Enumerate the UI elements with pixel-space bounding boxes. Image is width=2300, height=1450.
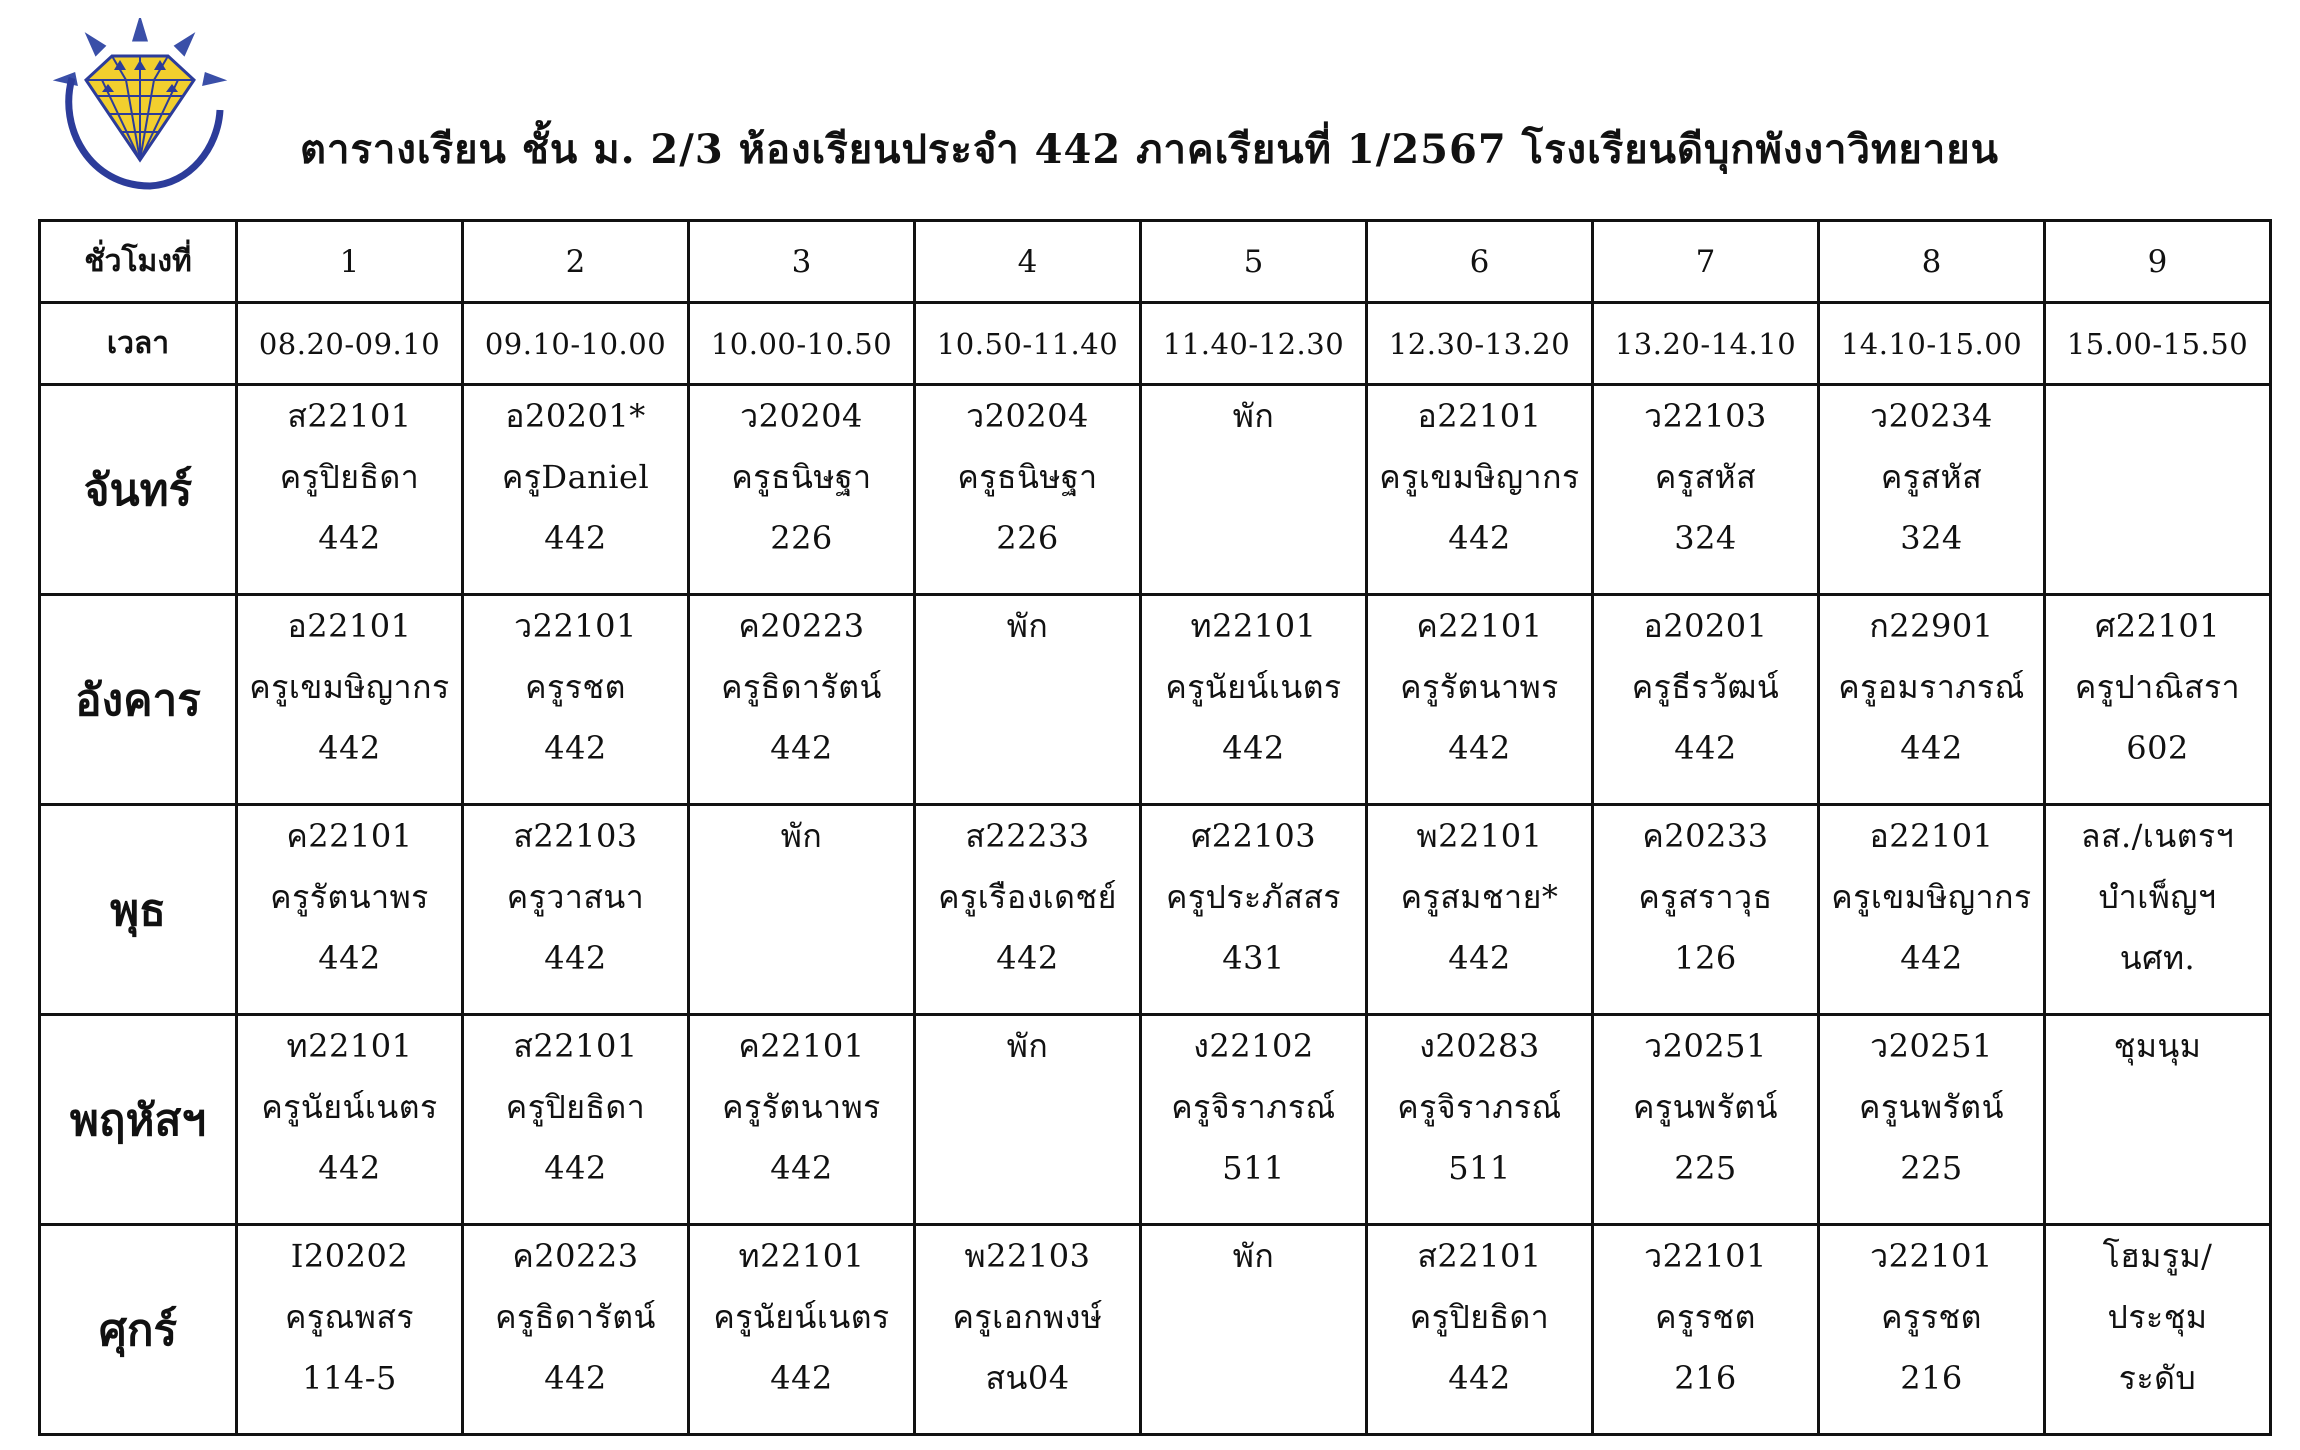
period-row — [40, 221, 2271, 303]
schedule-cell — [1819, 595, 2045, 805]
subject-code: ศ22101 — [2094, 607, 2221, 645]
period-time: 09.10-10.00 — [463, 303, 689, 385]
subject-code: ค22101 — [1416, 607, 1543, 645]
school-logo — [50, 18, 230, 198]
schedule-cell — [1593, 1015, 1819, 1225]
subject-code: ว20204 — [966, 397, 1089, 435]
subject-code: อ22101 — [1869, 817, 1994, 855]
teacher-name: ครูธนิษฐา — [731, 458, 872, 496]
room-number: 442 — [544, 1359, 607, 1397]
room-number: 226 — [770, 519, 833, 557]
subject-code: อ20201* — [505, 397, 646, 435]
room-number: 442 — [318, 939, 381, 977]
subject-code: ค22101 — [286, 817, 413, 855]
subject-code: อ22101 — [287, 607, 412, 645]
subject-code: อ22101 — [1417, 397, 1542, 435]
schedule-cell — [689, 1225, 915, 1435]
subject-code: อ20201 — [1643, 607, 1768, 645]
room-number: 216 — [1900, 1359, 1963, 1397]
schedule-cell — [1141, 1225, 1367, 1435]
day-name: จันทร์ — [40, 385, 237, 595]
subject-code: ว22101 — [514, 607, 637, 645]
teacher-name: ครูณพสร — [284, 1298, 415, 1336]
room-number: 225 — [1674, 1149, 1737, 1187]
teacher-name: ครูธนิษฐา — [957, 458, 1098, 496]
schedule-cell — [1819, 1225, 2045, 1435]
schedule-cell — [463, 1225, 689, 1435]
room-number: 324 — [1674, 519, 1737, 557]
time-label: เวลา — [40, 303, 237, 385]
teacher-name: ครูธีรวัฒน์ — [1631, 668, 1780, 706]
schedule-cell — [463, 805, 689, 1015]
room-number: 442 — [770, 729, 833, 767]
subject-code: ว20204 — [740, 397, 863, 435]
schedule-cell — [1367, 595, 1593, 805]
schedule-cell — [2045, 385, 2271, 595]
period-number: 2 — [463, 221, 689, 303]
teacher-name: ครูนัยน์เนตร — [261, 1088, 438, 1126]
day-name: ศุกร์ — [40, 1225, 237, 1435]
teacher-name: ครูสหัส — [1654, 458, 1757, 496]
room-number: 431 — [1222, 939, 1285, 977]
room-number: 442 — [770, 1149, 833, 1187]
period-time: 12.30-13.20 — [1367, 303, 1593, 385]
teacher-name: ประชุม — [2107, 1298, 2208, 1336]
schedule-cell — [1141, 805, 1367, 1015]
subject-code: ส22103 — [513, 817, 638, 855]
room-number: 442 — [1674, 729, 1737, 767]
teacher-name: ครูสราวุธ — [1638, 878, 1773, 916]
subject-code: ท22101 — [738, 1237, 865, 1275]
schedule-cell — [2045, 1225, 2271, 1435]
schedule-cell — [689, 385, 915, 595]
subject-code: ค20223 — [738, 607, 865, 645]
subject-code: ว22101 — [1644, 1237, 1767, 1275]
subject-code: โฮมรูม/ — [2102, 1237, 2213, 1275]
schedule-cell — [237, 385, 463, 595]
page-title: ตารางเรียน ชั้น ม. 2/3 ห้องเรียนประจำ 442 ภาคเรียนที่ 1/2567 โรงเรียนดีบุกพังงาวิทยายน — [300, 126, 2000, 173]
period-label: ชั่วโมงที่ — [40, 221, 237, 303]
subject-code: พัก — [1232, 397, 1275, 435]
teacher-name: ครูวาสนา — [506, 878, 645, 916]
subject-code: ว22101 — [1870, 1237, 1993, 1275]
subject-code: พัก — [1006, 1027, 1049, 1065]
room-number: 226 — [996, 519, 1059, 557]
schedule-cell — [915, 1225, 1141, 1435]
diamond-crest-icon — [58, 20, 222, 186]
schedule-cell — [1819, 805, 2045, 1015]
teacher-name: ครูรชต — [525, 668, 626, 706]
subject-code: ส22101 — [1417, 1237, 1542, 1275]
subject-code: ง22102 — [1193, 1027, 1314, 1065]
teacher-name: ครูจิราภรณ์ — [1397, 1088, 1562, 1126]
schedule-cell — [915, 805, 1141, 1015]
teacher-name: ครูปิยธิดา — [279, 458, 420, 496]
room-number: 511 — [1222, 1149, 1285, 1187]
room-number: 442 — [318, 519, 381, 557]
period-number: 7 — [1593, 221, 1819, 303]
teacher-name: ครูสมชาย* — [1400, 878, 1559, 916]
schedule-cell — [237, 1225, 463, 1435]
subject-code: พัก — [1006, 607, 1049, 645]
room-number: 442 — [1448, 939, 1511, 977]
teacher-name: ครูนัยน์เนตร — [1165, 668, 1342, 706]
teacher-name: ครูรชต — [1881, 1298, 1982, 1336]
teacher-name: ครูDaniel — [501, 458, 650, 496]
subject-code: ศ22103 — [1190, 817, 1317, 855]
teacher-name: ครูอมราภรณ์ — [1838, 668, 2025, 706]
subject-code: ท22101 — [1190, 607, 1317, 645]
schedule-cell — [2045, 805, 2271, 1015]
period-time: 10.50-11.40 — [915, 303, 1141, 385]
subject-code: พ22101 — [1416, 817, 1543, 855]
room-number: 442 — [544, 1149, 607, 1187]
room-number: 442 — [1900, 939, 1963, 977]
schedule-cell — [463, 1015, 689, 1225]
room-number: 442 — [318, 1149, 381, 1187]
teacher-name: ครูรัตนาพร — [722, 1088, 881, 1126]
room-number: 114-5 — [302, 1359, 397, 1397]
schedule-cell — [1819, 1015, 2045, 1225]
room-number: 442 — [1448, 1359, 1511, 1397]
room-number: 442 — [996, 939, 1059, 977]
teacher-name: ครูเขมษิญากร — [1831, 878, 2032, 916]
subject-code: ชุมนุม — [2113, 1027, 2202, 1065]
schedule-cell — [1141, 385, 1367, 595]
day-name: พฤหัสฯ — [40, 1015, 237, 1225]
teacher-name: ครูนัยน์เนตร — [713, 1298, 890, 1336]
subject-code: พ22103 — [964, 1237, 1091, 1275]
period-time: 08.20-09.10 — [237, 303, 463, 385]
room-number: 442 — [544, 939, 607, 977]
period-time: 14.10-15.00 — [1819, 303, 2045, 385]
schedule-cell — [689, 1015, 915, 1225]
period-number: 4 — [915, 221, 1141, 303]
period-number: 6 — [1367, 221, 1593, 303]
schedule-cell — [237, 805, 463, 1015]
subject-code: ส22233 — [965, 817, 1090, 855]
subject-code: ส22101 — [513, 1027, 638, 1065]
teacher-name: ครูรัตนาพร — [270, 878, 429, 916]
subject-code: พัก — [1232, 1237, 1275, 1275]
teacher-name: ครูเรืองเดชย์ — [938, 878, 1117, 916]
period-time: 10.00-10.50 — [689, 303, 915, 385]
period-number: 8 — [1819, 221, 2045, 303]
period-time: 11.40-12.30 — [1141, 303, 1367, 385]
room-number: 126 — [1674, 939, 1737, 977]
room-number: 324 — [1900, 519, 1963, 557]
schedule-cell — [1141, 1015, 1367, 1225]
day-row — [40, 805, 2271, 1015]
subject-code: ว20234 — [1870, 397, 1993, 435]
subject-code: ว20251 — [1870, 1027, 1993, 1065]
day-row — [40, 595, 2271, 805]
room-number: 442 — [544, 729, 607, 767]
schedule-cell — [1367, 1225, 1593, 1435]
day-row — [40, 1015, 2271, 1225]
day-row — [40, 385, 2271, 595]
room-number: 442 — [770, 1359, 833, 1397]
subject-code: ง20283 — [1419, 1027, 1540, 1065]
room-number: 442 — [1222, 729, 1285, 767]
teacher-name: ครูนพรัตน์ — [1859, 1088, 2004, 1126]
timetable — [38, 219, 2272, 1436]
schedule-cell — [1367, 1015, 1593, 1225]
subject-code: ค20233 — [1642, 817, 1769, 855]
schedule-cell — [237, 1015, 463, 1225]
teacher-name: ครูเขมษิญากร — [249, 668, 450, 706]
schedule-cell — [1367, 385, 1593, 595]
teacher-name: บำเพ็ญฯ — [2098, 878, 2217, 916]
schedule-cell — [463, 385, 689, 595]
period-number: 9 — [2045, 221, 2271, 303]
teacher-name: ครูเอกพงษ์ — [952, 1298, 1103, 1336]
room-number: 442 — [1448, 729, 1511, 767]
day-name: พุธ — [40, 805, 237, 1015]
schedule-cell — [689, 595, 915, 805]
period-time: 13.20-14.10 — [1593, 303, 1819, 385]
teacher-name: ครูรัตนาพร — [1400, 668, 1559, 706]
subject-code: ค20223 — [512, 1237, 639, 1275]
teacher-name: ครูรชต — [1655, 1298, 1756, 1336]
teacher-name: ครูจิราภรณ์ — [1171, 1088, 1336, 1126]
schedule-cell — [915, 385, 1141, 595]
subject-code: ว20251 — [1644, 1027, 1767, 1065]
subject-code: ว22103 — [1644, 397, 1767, 435]
teacher-name: ครูนพรัตน์ — [1633, 1088, 1778, 1126]
room-number: 442 — [1448, 519, 1511, 557]
room-number: 216 — [1674, 1359, 1737, 1397]
subject-code: ลส./เนตรฯ — [2080, 817, 2235, 855]
period-number: 1 — [237, 221, 463, 303]
subject-code: ค22101 — [738, 1027, 865, 1065]
subject-code: ท22101 — [286, 1027, 413, 1065]
room-number: 442 — [1900, 729, 1963, 767]
schedule-cell — [463, 595, 689, 805]
schedule-cell — [2045, 1015, 2271, 1225]
schedule-cell — [1141, 595, 1367, 805]
schedule-cell — [237, 595, 463, 805]
room-number: 442 — [544, 519, 607, 557]
teacher-name: ครูธิดารัตน์ — [721, 668, 882, 706]
subject-code: ส22101 — [287, 397, 412, 435]
subject-code: ก22901 — [1869, 607, 1994, 645]
room-number: 442 — [318, 729, 381, 767]
teacher-name: ครูเขมษิญากร — [1379, 458, 1580, 496]
schedule-cell — [1819, 385, 2045, 595]
room-number: 225 — [1900, 1149, 1963, 1187]
room-number: 511 — [1448, 1149, 1511, 1187]
schedule-cell — [1593, 595, 1819, 805]
subject-code: I20202 — [290, 1237, 409, 1275]
schedule-cell — [1367, 805, 1593, 1015]
room-number: นศท. — [2119, 939, 2196, 977]
schedule-cell — [915, 1015, 1141, 1225]
teacher-name: ครูสหัส — [1880, 458, 1983, 496]
schedule-cell — [1593, 805, 1819, 1015]
day-name: อังคาร — [40, 595, 237, 805]
teacher-name: ครูปิยธิดา — [1409, 1298, 1550, 1336]
room-number: ระดับ — [2118, 1359, 2197, 1397]
schedule-cell — [1593, 385, 1819, 595]
teacher-name: ครูปิยธิดา — [505, 1088, 646, 1126]
teacher-name: ครูปาณิสรา — [2074, 668, 2241, 706]
room-number: สน04 — [985, 1359, 1070, 1397]
schedule-cell — [2045, 595, 2271, 805]
time-row — [40, 303, 2271, 385]
room-number: 602 — [2126, 729, 2189, 767]
period-number: 3 — [689, 221, 915, 303]
subject-code: พัก — [780, 817, 823, 855]
timetable-body — [40, 221, 2271, 1435]
teacher-name: ครูธิดารัตน์ — [495, 1298, 656, 1336]
schedule-cell — [915, 595, 1141, 805]
teacher-name: ครูประภัสสร — [1165, 878, 1342, 916]
day-row — [40, 1225, 2271, 1435]
schedule-cell — [689, 805, 915, 1015]
schedule-cell — [1593, 1225, 1819, 1435]
period-number: 5 — [1141, 221, 1367, 303]
period-time: 15.00-15.50 — [2045, 303, 2271, 385]
